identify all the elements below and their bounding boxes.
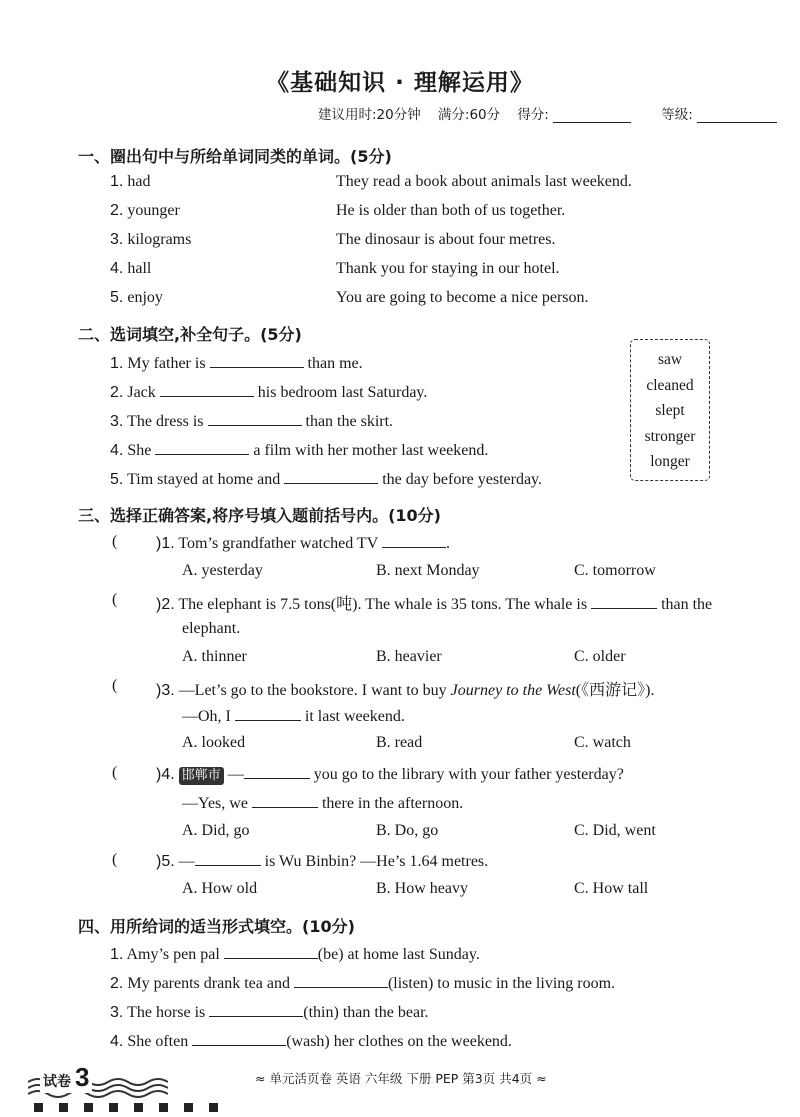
s4-item-3: 3. The horse is (thin) than the bear. — [110, 1004, 429, 1021]
s4-blank-4[interactable] — [192, 1031, 286, 1046]
q5-blank — [195, 851, 261, 866]
q1-blank — [382, 533, 446, 548]
s4-item-1: 1. Amy’s pen pal (be) at home last Sunday. — [110, 946, 480, 963]
q2-stem: )2. The elephant is 7.5 tons(吨). The whale is 35 tons. The whale is than the — [156, 596, 713, 613]
s1-item-1-word: 1. had — [110, 173, 151, 190]
word-box-item: cleaned — [646, 376, 694, 394]
s4-item-2: 2. My parents drank tea and (listen) to music in the living room. — [110, 975, 616, 992]
full-score: 满分:60分 — [437, 107, 501, 123]
word-box-item: slept — [655, 402, 685, 419]
q1-option-c[interactable]: C. tomorrow — [574, 562, 656, 579]
q5-option-b[interactable]: B. How heavy — [376, 880, 468, 897]
s2-item-1: 1. My father is than me. — [110, 355, 363, 372]
q2-blank — [591, 594, 657, 609]
q4-option-a[interactable]: A. Did, go — [182, 822, 250, 839]
footer-page-num: 3 — [75, 1062, 90, 1092]
word-box-item: saw — [657, 351, 683, 368]
footer-label: 试卷 — [43, 1074, 71, 1090]
score-field[interactable] — [553, 108, 631, 123]
s2-item-3: 3. The dress is than the skirt. — [110, 413, 394, 430]
footer-page-badge — [28, 1062, 168, 1103]
q4-option-c[interactable]: C. Did, went — [574, 822, 656, 839]
s2-blank-3[interactable] — [208, 411, 302, 426]
exam-meta — [318, 103, 777, 123]
s1-item-1-sentence[interactable]: They read a book about animals last weekend. — [336, 173, 632, 190]
s4-blank-2[interactable] — [294, 973, 388, 988]
q3-option-a[interactable]: A. looked — [182, 734, 246, 751]
word-box — [630, 339, 710, 481]
section-2-heading: 二、选词填空,补全句子。(5分) — [78, 325, 302, 344]
s1-item-4-word: 4. hall — [110, 260, 152, 277]
s4-blank-1[interactable] — [224, 944, 318, 959]
s2-item-2: 2. Jack his bedroom last Saturday. — [110, 384, 428, 401]
s2-blank-2[interactable] — [160, 382, 254, 397]
q3-blank — [235, 706, 301, 721]
s2-blank-5[interactable] — [284, 469, 378, 484]
s1-item-5-sentence[interactable]: You are going to become a nice person. — [336, 289, 589, 306]
q1-option-a[interactable]: A. yesterday — [182, 562, 263, 579]
q4-option-b[interactable]: B. Do, go — [376, 822, 439, 839]
q3-answer-paren[interactable]: ( — [112, 677, 118, 694]
q2-option-b[interactable]: B. heavier — [376, 648, 442, 665]
q4-blank-2 — [252, 793, 318, 808]
footer-squares — [34, 1099, 234, 1117]
word-box-item: stronger — [644, 427, 696, 445]
s1-item-3-sentence[interactable]: The dinosaur is about four metres. — [336, 231, 556, 248]
q1-answer-paren[interactable]: ( — [112, 533, 118, 550]
q1-option-b[interactable]: B. next Monday — [376, 562, 480, 579]
q4-blank-1 — [244, 764, 310, 779]
q5-option-c[interactable]: C. How tall — [574, 880, 649, 897]
page-title: 《基础知识 · 理解运用》 — [266, 70, 534, 96]
s2-blank-4[interactable] — [155, 440, 249, 455]
section-4-heading: 四、用所给词的适当形式填空。(10分) — [78, 917, 355, 936]
q5-option-a[interactable]: A. How old — [182, 880, 258, 897]
grade-label: 等级: — [661, 107, 693, 123]
q1-stem: )1. Tom’s grandfather watched TV . — [156, 535, 450, 552]
q3-option-b[interactable]: B. read — [376, 734, 423, 751]
s4-item-4: 4. She often (wash) her clothes on the weekend. — [110, 1033, 512, 1050]
q4-stem: )4. 邯郸市 — you go to the library with your father yesterday? — [156, 766, 624, 783]
section-1-heading: 一、圈出句中与所给单词同类的单词。(5分) — [78, 147, 392, 166]
city-tag: 邯郸市 — [179, 767, 224, 785]
q3-line2: —Oh, I it last weekend. — [182, 708, 405, 725]
q2-answer-paren[interactable]: ( — [112, 591, 118, 608]
s2-item-4: 4. She a film with her mother last weekend. — [110, 442, 489, 459]
q2-stem-cont: elephant. — [182, 620, 241, 637]
section-3-heading: 三、选择正确答案,将序号填入题前括号内。(10分) — [78, 506, 441, 525]
s2-blank-1[interactable] — [210, 353, 304, 368]
s1-item-3-word: 3. kilograms — [110, 231, 192, 248]
q3-option-c[interactable]: C. watch — [574, 734, 631, 751]
q5-stem: )5. — is Wu Binbin? —He’s 1.64 metres. — [156, 853, 489, 870]
q5-answer-paren[interactable]: ( — [112, 851, 118, 868]
q3-stem: )3. —Let’s go to the bookstore. I want to buy Journey to the West(《西游记》). — [156, 682, 655, 699]
q2-option-c[interactable]: C. older — [574, 648, 626, 665]
q4-answer-paren[interactable]: ( — [112, 764, 118, 781]
grade-field[interactable] — [697, 108, 777, 123]
q2-option-a[interactable]: A. thinner — [182, 648, 247, 665]
s1-item-2-sentence[interactable]: He is older than both of us together. — [336, 202, 566, 219]
s1-item-5-word: 5. enjoy — [110, 289, 163, 306]
word-box-item: longer — [650, 453, 690, 470]
q4-line2: —Yes, we there in the afternoon. — [182, 795, 464, 812]
footer-info: ≈ 单元活页卷 英语 六年级 下册 PEP 第3页 共4页 ≈ — [255, 1071, 547, 1086]
s1-item-4-sentence[interactable]: Thank you for staying in our hotel. — [336, 260, 560, 277]
s1-item-2-word: 2. younger — [110, 202, 180, 219]
score-label: 得分: — [517, 107, 549, 123]
s2-item-5: 5. Tim stayed at home and the day before yesterday. — [110, 471, 543, 488]
suggested-time: 建议用时:20分钟 — [318, 107, 421, 123]
s4-blank-3[interactable] — [209, 1002, 303, 1017]
